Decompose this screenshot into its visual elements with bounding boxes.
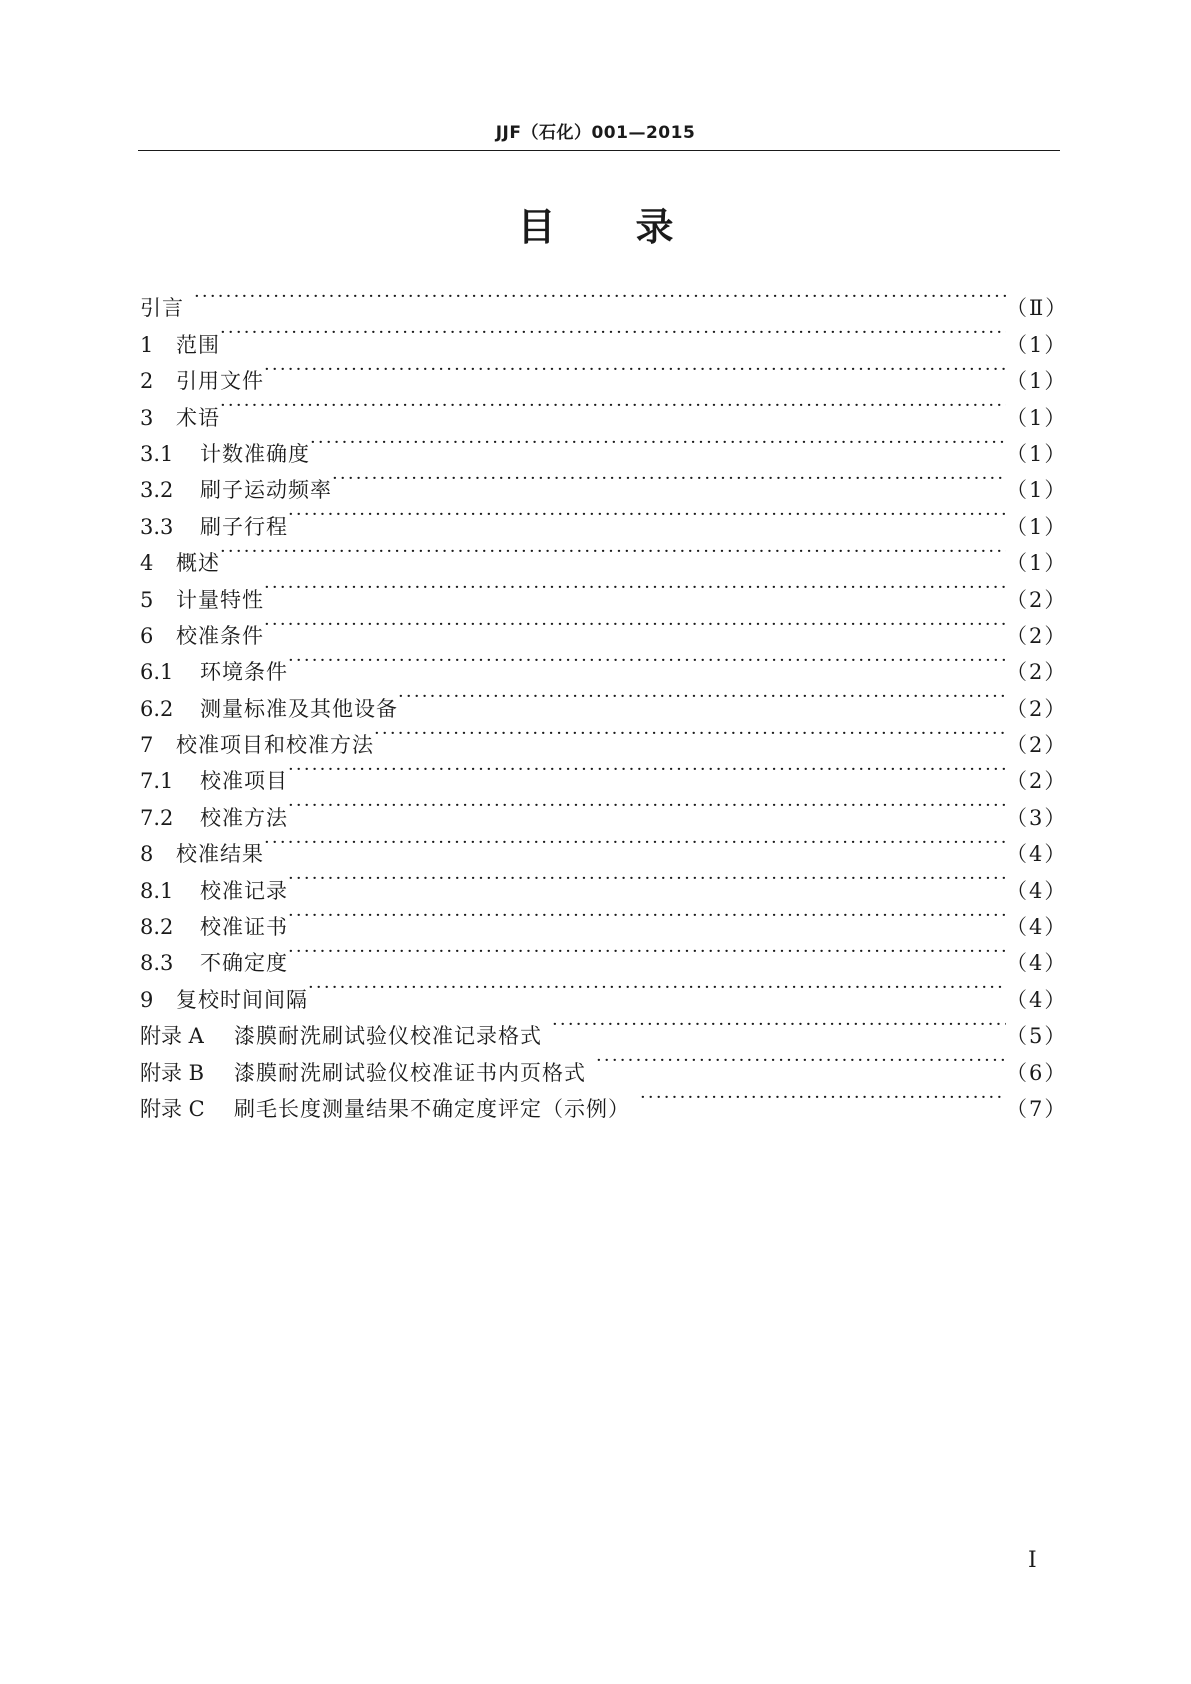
- toc-entry-number: 5: [140, 587, 154, 612]
- toc-entry-page: （1）: [1006, 405, 1068, 430]
- dot-leader: [374, 716, 1006, 752]
- dot-leader: [264, 352, 1006, 388]
- toc-entry-page: （2）: [1006, 587, 1068, 612]
- toc-entry-number: 3.1: [140, 441, 174, 466]
- toc-entry[interactable]: [140, 425, 1068, 466]
- page-title: 目录: [517, 205, 754, 249]
- toc-entry-number: 9: [140, 987, 154, 1012]
- toc-entry-page: （1）: [1006, 514, 1068, 539]
- toc-entry-page: （7）: [1006, 1096, 1068, 1121]
- toc-entry-number: 3: [140, 405, 154, 430]
- toc-entry[interactable]: [140, 352, 1068, 394]
- dot-leader: [220, 388, 1006, 424]
- dot-leader: [552, 1007, 1006, 1043]
- toc-entry-page: （6）: [1006, 1060, 1068, 1085]
- toc-entry-title: 引言: [140, 296, 184, 321]
- toc-entry-title: 概述: [176, 551, 220, 576]
- page-number: Ⅰ: [1028, 1548, 1037, 1573]
- dot-leader: [288, 497, 1006, 533]
- toc-entry-page: （2）: [1006, 623, 1068, 648]
- toc-entry-number: 1: [140, 332, 154, 357]
- toc-entry-title: 环境条件: [200, 660, 288, 685]
- toc-entry-number: 8.1: [140, 878, 174, 903]
- dot-leader: [308, 970, 1006, 1006]
- toc-entry-page: （4）: [1006, 987, 1068, 1012]
- dot-leader: [220, 534, 1006, 570]
- toc-entry-title: 漆膜耐洗刷试验仪校准证书内页格式: [234, 1060, 586, 1085]
- toc-entry-number: 附录 C: [140, 1096, 205, 1121]
- dot-leader: [288, 643, 1006, 679]
- toc-entry-title: 测量标准及其他设备: [200, 696, 398, 721]
- toc-entry-title: 校准记录: [200, 878, 288, 903]
- dot-leader: [596, 1043, 1006, 1079]
- toc-entry[interactable]: [140, 825, 1068, 867]
- toc-entry-page: （1）: [1006, 332, 1068, 357]
- toc-entry-title: 校准结果: [176, 842, 264, 867]
- toc-entry-number: 8.3: [140, 951, 174, 976]
- dot-leader: [220, 315, 1006, 351]
- toc-entry-title: 范围: [176, 332, 220, 357]
- toc-entry-page: （1）: [1006, 441, 1068, 466]
- toc-entry-number: 附录 B: [140, 1060, 205, 1085]
- table-of-contents: [140, 279, 1069, 1121]
- toc-entry[interactable]: [140, 315, 1068, 357]
- toc-entry-page: （1）: [1006, 369, 1068, 394]
- toc-entry-number: 6: [140, 623, 154, 648]
- toc-entry-page: （2）: [1006, 733, 1068, 758]
- dot-leader: [288, 861, 1006, 897]
- toc-entry-page: （2）: [1006, 696, 1068, 721]
- toc-entry-number: 6.2: [140, 696, 174, 721]
- toc-entry-page: （3）: [1006, 805, 1068, 830]
- toc-entry-title: 漆膜耐洗刷试验仪校准记录格式: [234, 1024, 542, 1049]
- toc-entry-number: 2: [140, 369, 154, 394]
- toc-entry-title: 术语: [176, 405, 220, 430]
- dot-leader: [640, 1080, 1006, 1116]
- toc-entry-title: 校准项目: [200, 769, 288, 794]
- toc-entry[interactable]: [140, 643, 1068, 685]
- toc-entry-number: 6.1: [140, 660, 174, 685]
- toc-entry-title: 计数准确度: [200, 441, 310, 466]
- toc-entry-title: 校准条件: [176, 623, 264, 648]
- toc-entry-number: 8: [140, 842, 154, 867]
- toc-entry-page: （4）: [1006, 878, 1068, 903]
- toc-entry-number: 3.3: [140, 514, 174, 539]
- toc-entry-number: 8.2: [140, 915, 174, 940]
- dot-leader: [194, 279, 1006, 315]
- dot-leader: [310, 425, 1006, 461]
- toc-entry-title: 刷子运动频率: [200, 478, 332, 503]
- toc-entry-number: 7.2: [140, 805, 174, 830]
- dot-leader: [288, 788, 1006, 824]
- dot-leader: [332, 461, 1006, 497]
- toc-entry-page: （1）: [1006, 478, 1068, 503]
- dot-leader: [288, 752, 1006, 788]
- toc-entry-page: （4）: [1006, 951, 1068, 976]
- toc-entry[interactable]: [140, 861, 1068, 903]
- toc-entry-page: （4）: [1006, 915, 1068, 940]
- toc-entry-number: 4: [140, 551, 154, 576]
- header-divider: [138, 150, 1060, 151]
- toc-entry[interactable]: [140, 279, 1069, 321]
- dot-leader: [264, 607, 1006, 643]
- toc-entry-page: （4）: [1006, 842, 1068, 867]
- toc-entry-title: 复校时间间隔: [176, 987, 308, 1012]
- toc-entry-number: 附录 A: [140, 1024, 204, 1049]
- toc-entry-number: 3.2: [140, 478, 174, 503]
- toc-entry-title: 校准方法: [200, 805, 288, 830]
- dot-leader: [288, 898, 1006, 934]
- toc-entry-title: 引用文件: [176, 369, 264, 394]
- toc-entry-title: 刷子行程: [200, 514, 288, 539]
- toc-entry-page: （Ⅱ）: [1006, 296, 1069, 321]
- toc-entry-title: 计量特性: [176, 587, 264, 612]
- dot-leader: [264, 570, 1006, 606]
- toc-entry-number: 7.1: [140, 769, 174, 794]
- toc-entry-title: 校准证书: [200, 915, 288, 940]
- toc-entry-title: 校准项目和校准方法: [176, 733, 374, 758]
- toc-entry-page: （5）: [1006, 1024, 1068, 1049]
- toc-entry-page: （1）: [1006, 551, 1068, 576]
- toc-entry[interactable]: [140, 607, 1068, 648]
- toc-entry-page: （2）: [1006, 769, 1068, 794]
- toc-entry[interactable]: [140, 570, 1068, 612]
- toc-entry-title: 不确定度: [200, 951, 288, 976]
- toc-entry-title: 刷毛长度测量结果不确定度评定（示例）: [234, 1096, 630, 1121]
- toc-entry-page: （2）: [1006, 660, 1068, 685]
- dot-leader: [264, 825, 1006, 861]
- dot-leader: [398, 679, 1006, 715]
- toc-entry[interactable]: [140, 534, 1068, 576]
- document-code-header: JJF（石化）001—2015: [495, 123, 696, 143]
- toc-entry-number: 7: [140, 733, 154, 758]
- dot-leader: [288, 934, 1006, 970]
- toc-entry[interactable]: [140, 388, 1068, 430]
